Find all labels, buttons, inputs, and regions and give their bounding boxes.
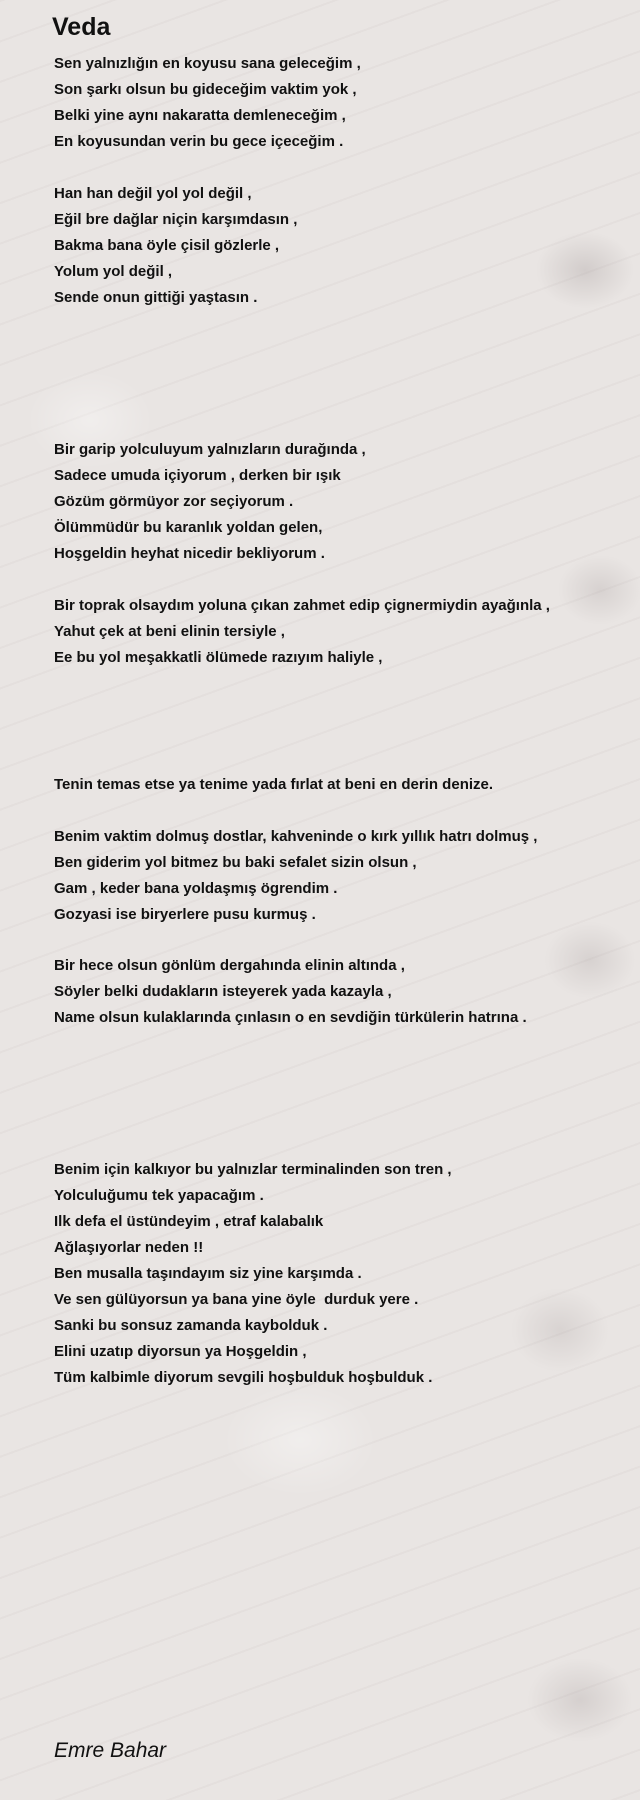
verse-line: Han han değil yol yol değil ,	[54, 185, 252, 202]
verse-line: Ben giderim yol bitmez bu baki sefalet sizin olsun ,	[54, 854, 417, 871]
stanza-8	[54, 1157, 640, 1391]
verse-line: Tüm kalbimle diyorum sevgili hoşbulduk hoşbulduk .	[54, 1369, 433, 1386]
verse-line: Belki yine aynı nakaratta demleneceğim ,	[54, 107, 346, 124]
verse-line: Bir hece olsun gönlüm dergahında elinin altında ,	[54, 957, 405, 974]
stanza-1	[54, 51, 640, 155]
verse-line: Gözüm görmüyor zor seçiyorum .	[54, 493, 294, 510]
verse-line: Son şarkı olsun bu gideceğim vaktim yok ,	[54, 81, 357, 98]
verse-line: Ee bu yol meşakkatli ölümede razıyım haliyle ,	[54, 649, 383, 666]
verse-line: Hoşgeldin heyhat nicedir bekliyorum .	[54, 545, 325, 562]
stanza-5	[54, 772, 640, 798]
verse-line: Bakma bana öyle çisil gözlerle ,	[54, 237, 280, 254]
verse-line: Tenin temas etse ya tenime yada fırlat at beni en derin denize.	[54, 776, 494, 793]
verse-line: Elini uzatıp diyorsun ya Hoşgeldin ,	[54, 1343, 307, 1360]
verse-line: Ilk defa el üstündeyim , etraf kalabalık	[54, 1213, 324, 1230]
verse-line: Yahut çek at beni elinin tersiyle ,	[54, 623, 285, 640]
stanza-3	[54, 437, 640, 567]
verse-line: Gozyasi ise biryerlere pusu kurmuş .	[54, 906, 316, 923]
verse-line: Ve sen gülüyorsun ya bana yine öyle durduk yere .	[54, 1291, 419, 1308]
verse-line: Eğil bre dağlar niçin karşımdasın ,	[54, 211, 298, 228]
verse-line: Ben musalla taşındayım siz yine karşımda .	[54, 1265, 362, 1282]
verse-line: Gam , keder bana yoldaşmış ögrendim .	[54, 880, 338, 897]
verse-line: Yolculuğumu tek yapacağım .	[54, 1187, 264, 1204]
verse-line: Benim vaktim dolmuş dostlar, kahveninde o kırk yıllık hatrı dolmuş ,	[54, 828, 538, 845]
verse-line: Benim için kalkıyor bu yalnızlar terminalinden son tren ,	[54, 1161, 452, 1178]
verse-line: Ölümmüdür bu karanlık yoldan gelen,	[54, 519, 323, 536]
verse-line: Sadece umuda içiyorum , derken bir ışık	[54, 467, 341, 484]
poem-title: Veda	[52, 13, 111, 41]
stanza-7	[54, 953, 640, 1031]
stanza-4	[54, 593, 640, 671]
stanza-2	[54, 181, 640, 311]
verse-line: Bir garip yolculuyum yalnızların durağında ,	[54, 441, 366, 458]
verse-line: Sanki bu sonsuz zamanda kaybolduk .	[54, 1317, 328, 1334]
verse-line: Söyler belki dudakların isteyerek yada kazayla ,	[54, 983, 392, 1000]
stanza-6	[54, 824, 640, 928]
verse-line: Name olsun kulaklarında çınlasın o en sevdiğin türkülerin hatrına .	[54, 1009, 527, 1026]
verse-line: Yolum yol değil ,	[54, 263, 173, 280]
verse-line: Sen yalnızlığın en koyusu sana geleceğim ,	[54, 55, 361, 72]
verse-line: Sende onun gittiği yaştasın .	[54, 289, 258, 306]
verse-line: Ağlaşıyorlar neden !!	[54, 1239, 204, 1256]
verse-line: En koyusundan verin bu gece içeceğim .	[54, 133, 344, 150]
poem-author: Emre Bahar	[54, 1739, 167, 1762]
verse-line: Bir toprak olsaydım yoluna çıkan zahmet edip çignermiydin ayağınla ,	[54, 597, 550, 614]
